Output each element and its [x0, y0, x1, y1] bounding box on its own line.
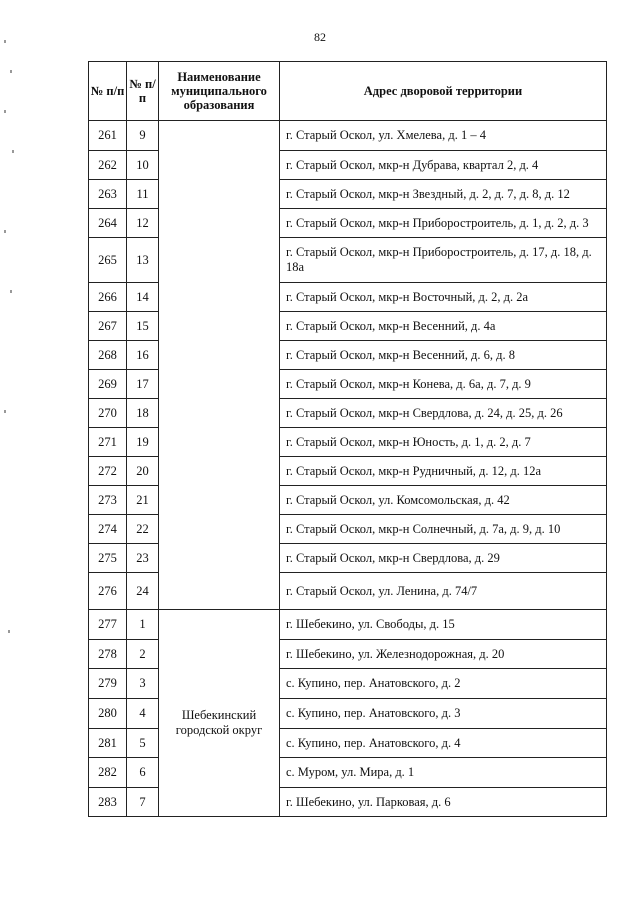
- row-number: 278: [89, 640, 127, 669]
- row-sub-number: 9: [127, 121, 159, 151]
- row-sub-number: 24: [127, 573, 159, 610]
- row-number: 279: [89, 669, 127, 699]
- address-cell: г. Старый Оскол, мкр-н Весенний, д. 4а: [280, 312, 607, 341]
- row-number: 265: [89, 238, 127, 283]
- row-number: 281: [89, 729, 127, 758]
- row-sub-number: 5: [127, 729, 159, 758]
- address-cell: г. Старый Оскол, мкр-н Приборостроитель, д. 17, д. 18, д. 18а: [280, 238, 607, 283]
- address-cell: г. Старый Оскол, мкр-н Юность, д. 1, д. 2, д. 7: [280, 428, 607, 457]
- address-cell: г. Старый Оскол, мкр-н Свердлова, д. 24, д. 25, д. 26: [280, 399, 607, 428]
- address-cell: г. Старый Оскол, мкр-н Звездный, д. 2, д. 7, д. 8, д. 12: [280, 180, 607, 209]
- row-sub-number: 2: [127, 640, 159, 669]
- row-number: 264: [89, 209, 127, 238]
- row-sub-number: 17: [127, 370, 159, 399]
- addresses-table: [88, 61, 607, 817]
- row-number: 262: [89, 151, 127, 180]
- row-number: 275: [89, 544, 127, 573]
- table-body: [89, 121, 607, 817]
- address-cell: с. Муром, ул. Мира, д. 1: [280, 758, 607, 788]
- header-municipality: Наименование муниципального образования: [159, 62, 280, 121]
- municipality-cell: Шебекинский городской округ: [159, 610, 280, 817]
- address-cell: г. Старый Оскол, ул. Комсомольская, д. 42: [280, 486, 607, 515]
- row-number: 266: [89, 283, 127, 312]
- address-cell: г. Старый Оскол, мкр-н Восточный, д. 2, д. 2а: [280, 283, 607, 312]
- row-number: 273: [89, 486, 127, 515]
- address-cell: г. Старый Оскол, мкр-н Рудничный, д. 12, д. 12а: [280, 457, 607, 486]
- row-number: 270: [89, 399, 127, 428]
- header-address: Адрес дворовой территории: [280, 62, 607, 121]
- address-cell: с. Купино, пер. Анатовского, д. 4: [280, 729, 607, 758]
- row-sub-number: 13: [127, 238, 159, 283]
- address-cell: г. Шебекино, ул. Свободы, д. 15: [280, 610, 607, 640]
- address-cell: г. Старый Оскол, мкр-н Весенний, д. 6, д. 8: [280, 341, 607, 370]
- row-number: 272: [89, 457, 127, 486]
- header-num2: № п/п: [127, 62, 159, 121]
- address-cell: г. Старый Оскол, ул. Ленина, д. 74/7: [280, 573, 607, 610]
- row-sub-number: 14: [127, 283, 159, 312]
- table-row: [89, 121, 607, 151]
- row-sub-number: 23: [127, 544, 159, 573]
- header-num1: № п/п: [89, 62, 127, 121]
- row-number: 274: [89, 515, 127, 544]
- address-cell: г. Шебекино, ул. Парковая, д. 6: [280, 788, 607, 817]
- row-number: 263: [89, 180, 127, 209]
- address-cell: с. Купино, пер. Анатовского, д. 2: [280, 669, 607, 699]
- address-cell: г. Старый Оскол, мкр-н Свердлова, д. 29: [280, 544, 607, 573]
- row-sub-number: 18: [127, 399, 159, 428]
- row-sub-number: 4: [127, 699, 159, 729]
- row-sub-number: 19: [127, 428, 159, 457]
- scan-edge-marks: [4, 30, 18, 890]
- address-cell: г. Шебекино, ул. Железнодорожная, д. 20: [280, 640, 607, 669]
- row-number: 280: [89, 699, 127, 729]
- address-cell: г. Старый Оскол, мкр-н Дубрава, квартал 2, д. 4: [280, 151, 607, 180]
- row-number: 277: [89, 610, 127, 640]
- address-cell: г. Старый Оскол, мкр-н Приборостроитель, д. 1, д. 2, д. 3: [280, 209, 607, 238]
- row-number: 269: [89, 370, 127, 399]
- row-number: 283: [89, 788, 127, 817]
- address-cell: с. Купино, пер. Анатовского, д. 3: [280, 699, 607, 729]
- row-sub-number: 7: [127, 788, 159, 817]
- row-sub-number: 6: [127, 758, 159, 788]
- page-number: 82: [314, 30, 326, 44]
- municipality-cell-empty: [159, 121, 280, 610]
- row-sub-number: 10: [127, 151, 159, 180]
- row-number: 261: [89, 121, 127, 151]
- table-header-row: [89, 62, 607, 121]
- row-number: 267: [89, 312, 127, 341]
- row-number: 276: [89, 573, 127, 610]
- row-sub-number: 12: [127, 209, 159, 238]
- address-cell: г. Старый Оскол, ул. Хмелева, д. 1 – 4: [280, 121, 607, 151]
- table-row: [89, 610, 607, 640]
- row-sub-number: 3: [127, 669, 159, 699]
- row-number: 268: [89, 341, 127, 370]
- row-sub-number: 20: [127, 457, 159, 486]
- row-number: 282: [89, 758, 127, 788]
- address-cell: г. Старый Оскол, мкр-н Солнечный, д. 7а, д. 9, д. 10: [280, 515, 607, 544]
- row-sub-number: 15: [127, 312, 159, 341]
- row-sub-number: 11: [127, 180, 159, 209]
- address-cell: г. Старый Оскол, мкр-н Конева, д. 6а, д. 7, д. 9: [280, 370, 607, 399]
- row-sub-number: 1: [127, 610, 159, 640]
- row-sub-number: 21: [127, 486, 159, 515]
- row-sub-number: 22: [127, 515, 159, 544]
- row-sub-number: 16: [127, 341, 159, 370]
- row-number: 271: [89, 428, 127, 457]
